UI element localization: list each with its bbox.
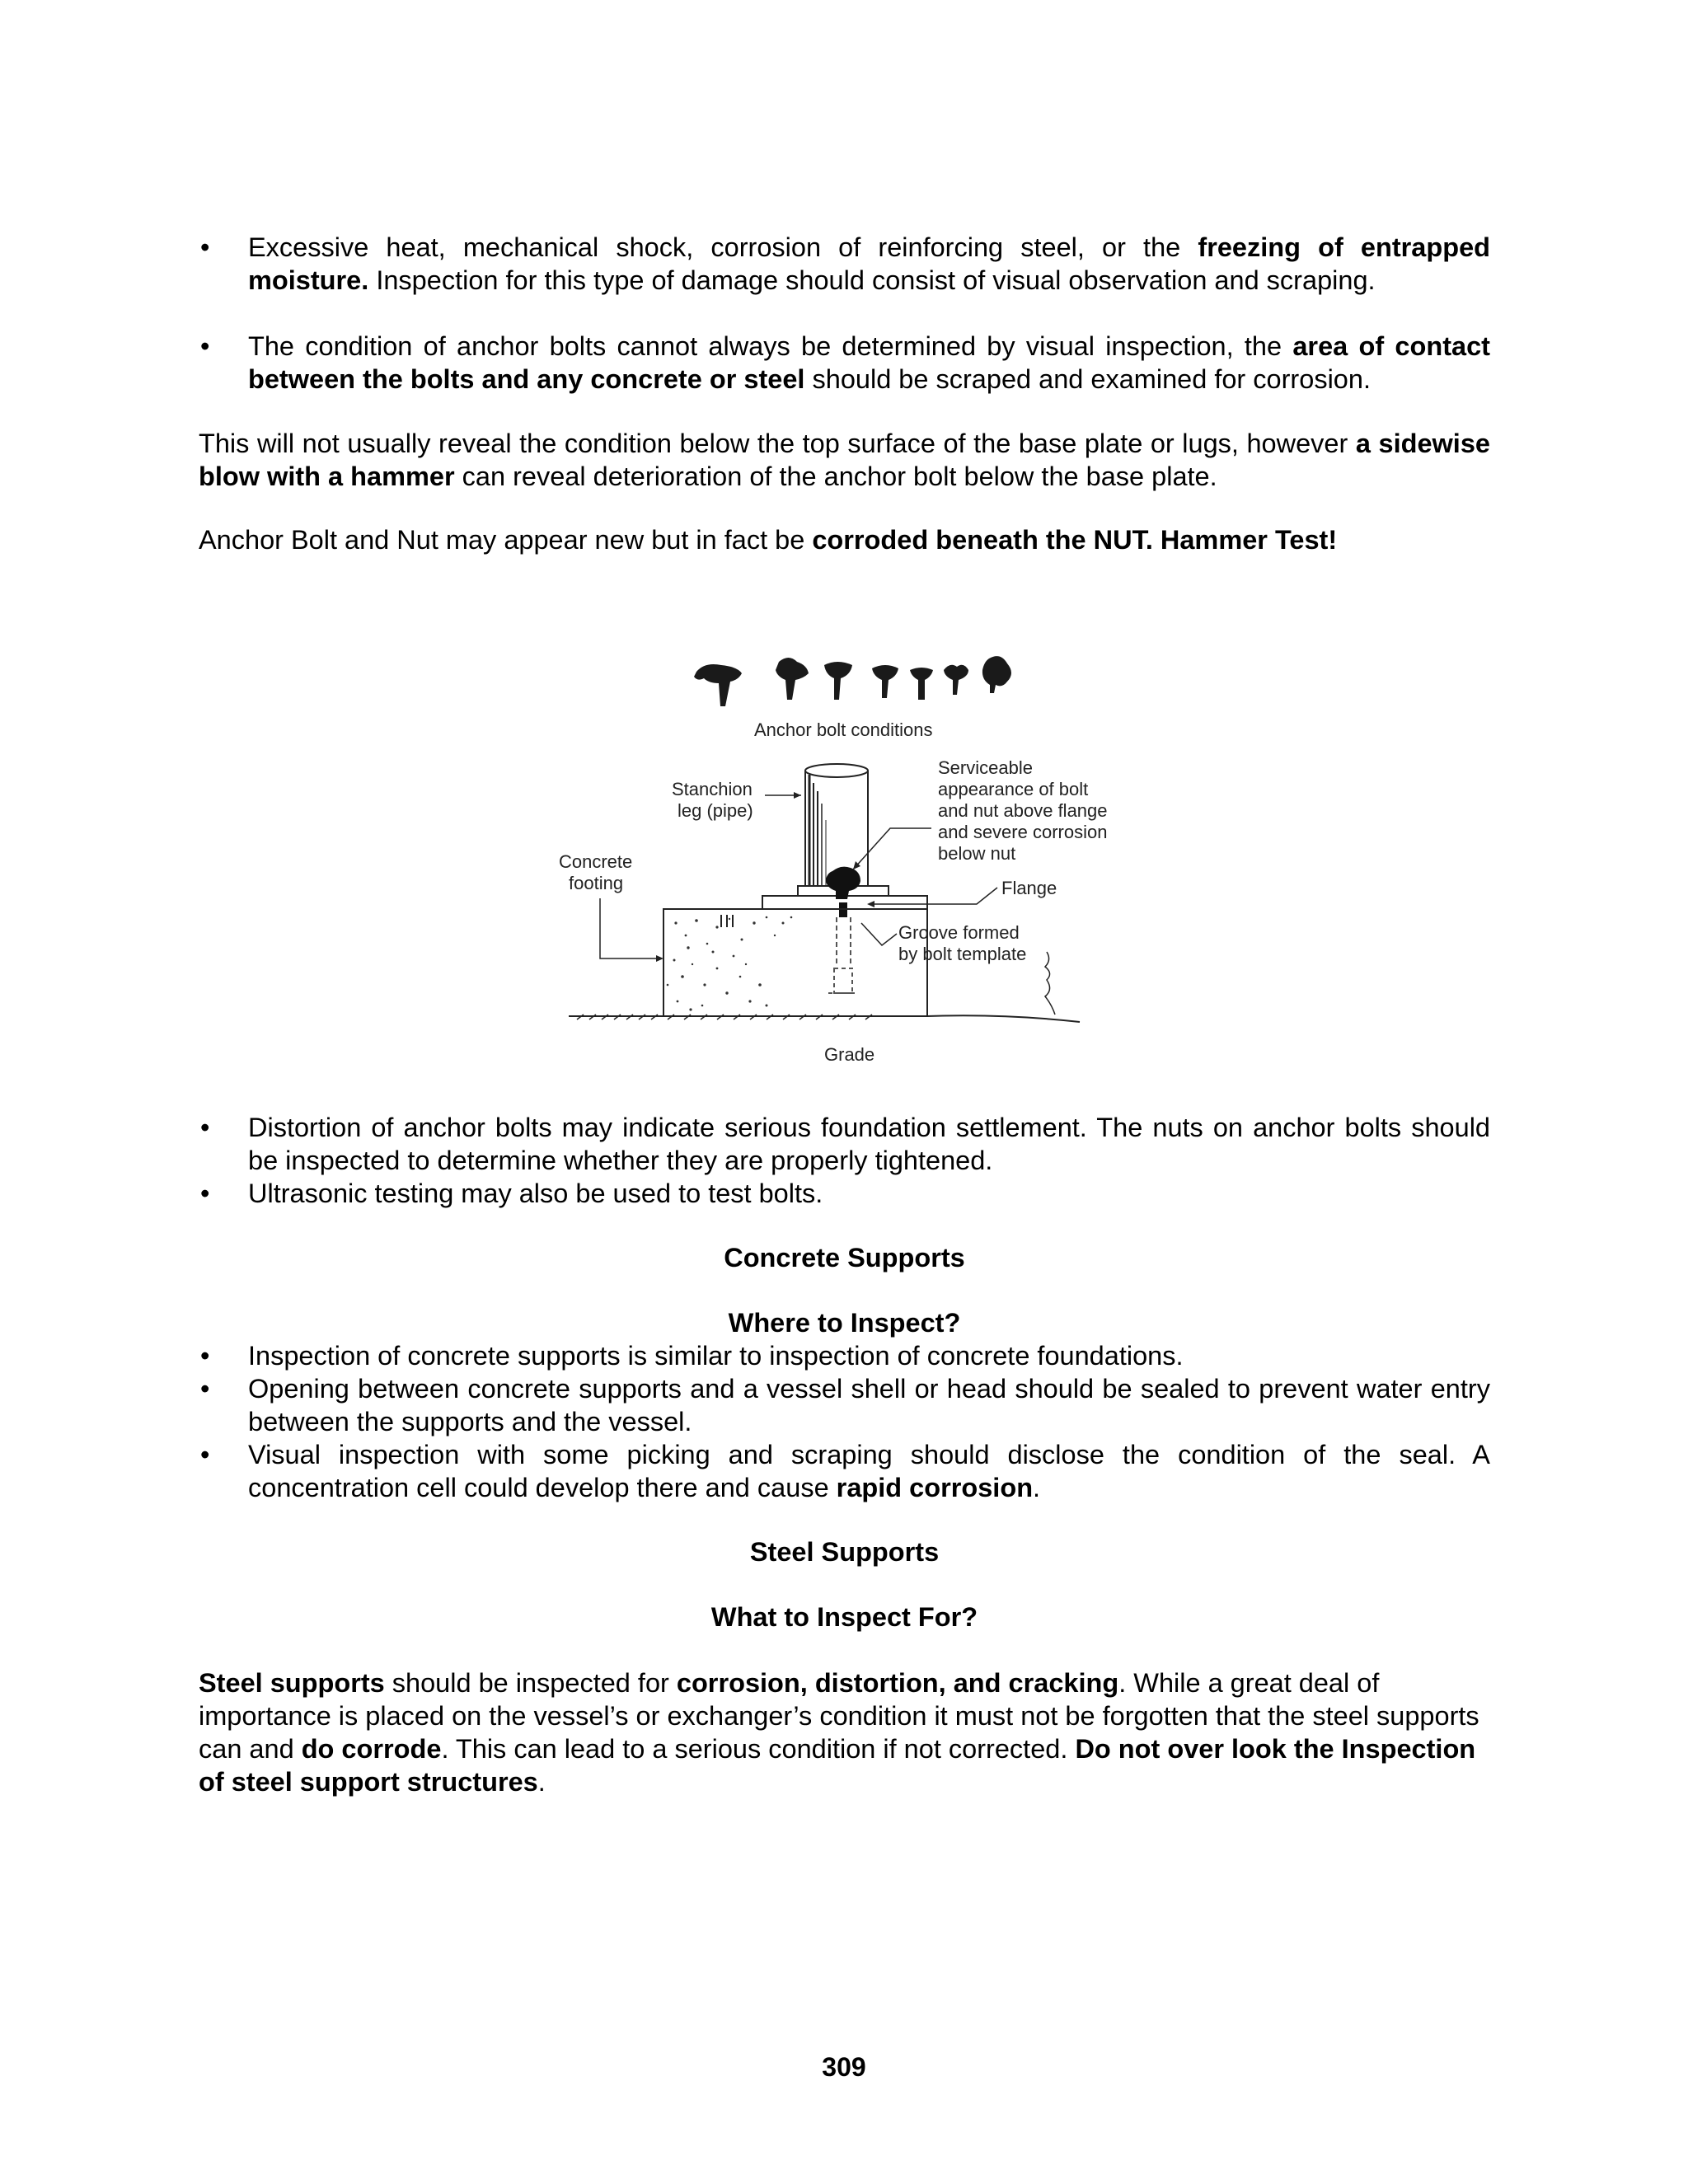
- bullet-item: [199, 1177, 1490, 1210]
- leader-flange: [931, 888, 997, 904]
- anchor-bolt-conditions-icons: [694, 656, 1011, 706]
- bullet-item: [199, 1111, 1490, 1177]
- paragraph-text: should be inspected for: [384, 1668, 677, 1698]
- leader-groove: [861, 923, 897, 945]
- top-bullet-list: [199, 231, 1490, 396]
- label-flange: Flange: [1001, 878, 1057, 898]
- bullet-text: Ultrasonic testing may also be used to test bolts.: [248, 1179, 823, 1208]
- paragraph-text: . This can lead to a serious condition if not corrected.: [441, 1734, 1076, 1764]
- paragraph-bold-text: Steel supports: [199, 1668, 385, 1698]
- bullet-dot: •: [200, 1374, 210, 1404]
- bullet-text: Opening between concrete supports and a vessel shell or head should be sealed to prevent water entry between the supports and the vessel.: [248, 1374, 1490, 1436]
- heading-what-to-inspect: What to Inspect For?: [710, 1602, 978, 1632]
- heading-concrete-supports: Concrete Supports: [724, 1243, 965, 1272]
- paragraph-bold-text: a sidewise blow with a hammer: [199, 429, 1490, 491]
- label-grade: Grade: [824, 1044, 875, 1065]
- anchor-bolt: [826, 867, 860, 993]
- bullet-text: Inspection for this type of damage should consist of visual observation and scraping.: [368, 265, 1376, 295]
- heading-where-to-inspect: Where to Inspect?: [728, 1308, 961, 1338]
- bullet-item: [199, 1339, 1490, 1372]
- arrow-concrete: [656, 955, 663, 962]
- label-serviceable: Serviceable appearance of bolt and nut above flange and severe corrosion below nut: [938, 757, 1108, 864]
- bullet-item: [199, 1372, 1490, 1438]
- arrow-flange: [867, 901, 874, 907]
- bullet-item: [199, 1438, 1490, 1504]
- bullet-bold-text: rapid corrosion: [836, 1473, 1034, 1502]
- bullet-text: Inspection of concrete supports is similar to inspection of concrete foundations.: [248, 1341, 1184, 1371]
- bullet-text: should be scraped and examined for corrosion.: [804, 364, 1371, 394]
- paragraph-bold-text: Do not over look the Inspection of steel support structures: [199, 1734, 1476, 1797]
- paragraph-bold-text: corroded beneath the NUT. Hammer Test!: [812, 525, 1338, 555]
- figure-caption: Anchor bolt conditions: [754, 719, 933, 740]
- bullet-item: [199, 231, 1490, 297]
- label-groove: Groove formed by bolt template: [898, 922, 1027, 964]
- paragraph-text: . While a great deal of importance is placed on the vessel’s or exchanger’s condition it must not be forgotten that the steel supports can and: [199, 1668, 1479, 1764]
- paragraph-text: .: [537, 1767, 546, 1797]
- paragraph-text: Anchor Bolt and Nut may appear new but in fact be: [199, 525, 813, 555]
- page-number: 309: [822, 2052, 866, 2082]
- paragraph-bold-text: corrosion, distortion, and cracking: [676, 1668, 1119, 1698]
- paragraph-hammer: [199, 427, 1490, 493]
- label-concrete: Concrete footing: [559, 851, 633, 893]
- bullet-dot: •: [200, 1113, 210, 1142]
- bullet-bold-text: area of contact between the bolts and any concrete or steel: [248, 331, 1491, 394]
- bullet-dot: •: [200, 1341, 210, 1371]
- bullet-dot: •: [200, 331, 210, 361]
- bullet-text: Distortion of anchor bolts may indicate serious foundation settlement. The nuts on anchor bolts should be inspected to determine whether they are properly tightened.: [248, 1113, 1490, 1175]
- leader-serviceable: [853, 828, 931, 869]
- paragraph-bold-text: do corrode: [301, 1734, 442, 1764]
- label-stanchion: Stanchion leg (pipe): [672, 779, 753, 821]
- arrow-stanchion: [794, 792, 801, 799]
- bullet-bold-text: freezing of entrapped moisture.: [248, 232, 1490, 295]
- bullet-dot: •: [200, 1179, 210, 1208]
- paragraph-steel-supports: [199, 1666, 1490, 1798]
- leader-concrete: [600, 898, 659, 958]
- paragraph-text: can reveal deterioration of the anchor bolt below the base plate.: [454, 462, 1217, 491]
- bullet-text: .: [1033, 1473, 1041, 1502]
- mid-bullet-list: [199, 1111, 1490, 1210]
- bullet-dot: •: [200, 232, 210, 262]
- paragraph-nut: [199, 523, 1490, 556]
- bullet-text: Excessive heat, mechanical shock, corrosion of reinforcing steel, or the: [248, 232, 1198, 262]
- bullet-text: Visual inspection with some picking and scraping should disclose the condition of the seal. A concentration cell could develop there and cause: [248, 1440, 1490, 1502]
- anchor-bolt-figure: [544, 639, 1146, 1076]
- heading-steel-supports: Steel Supports: [749, 1537, 940, 1567]
- bullet-dot: •: [200, 1440, 210, 1469]
- concrete-footing: [663, 909, 927, 1016]
- bullet-text: The condition of anchor bolts cannot always be determined by visual inspection, the: [248, 331, 1293, 361]
- stanchion-pipe: [805, 764, 868, 886]
- concrete-bullet-list: [199, 1339, 1490, 1504]
- paragraph-text: This will not usually reveal the condition below the top surface of the base plate or lugs, however: [199, 429, 1356, 458]
- bullet-item: [199, 330, 1490, 396]
